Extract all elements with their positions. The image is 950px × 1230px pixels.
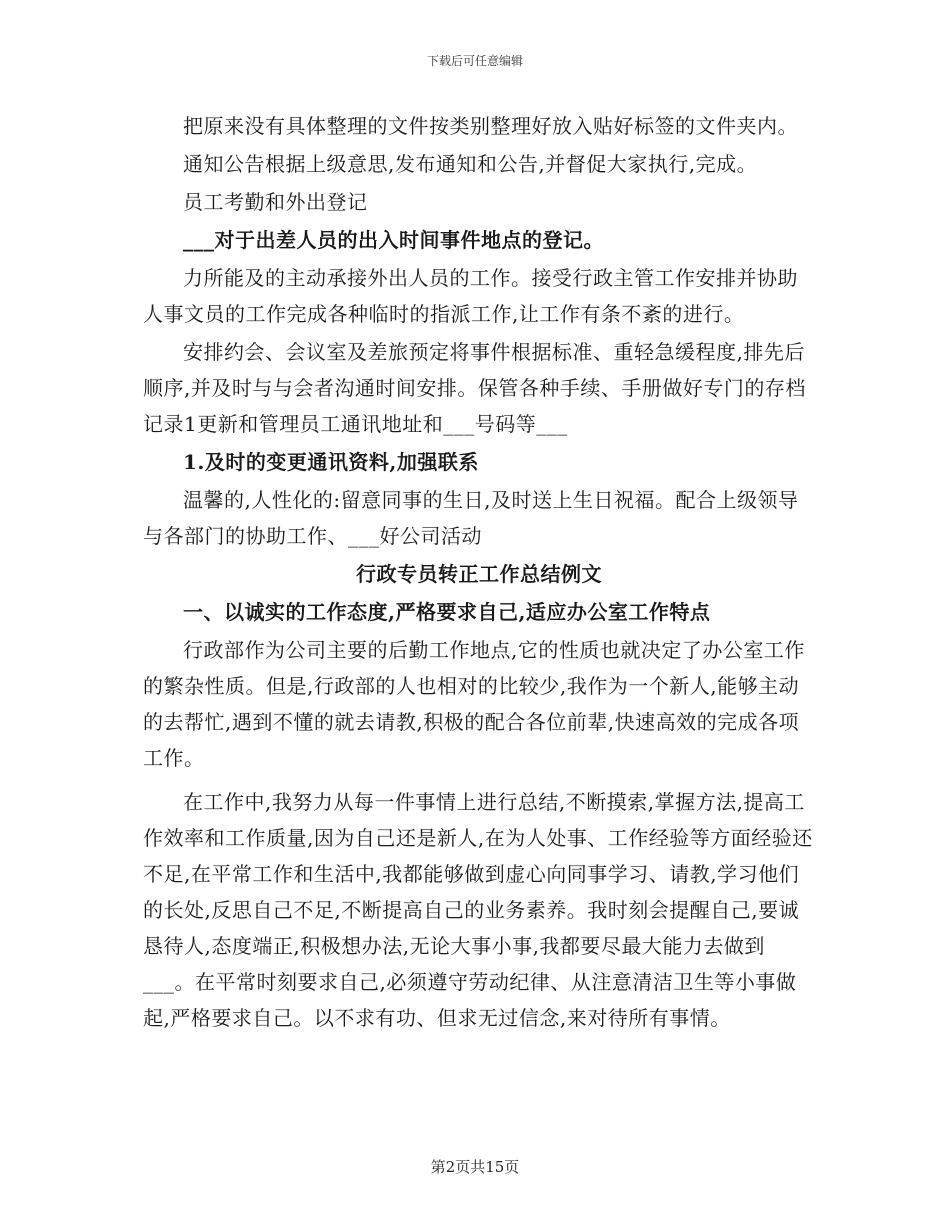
page-header: 下载后可任意编辑 bbox=[426, 54, 523, 68]
paragraph-contact-update: 1.及时的变更通讯资料,加强联系 bbox=[183, 450, 479, 474]
document-body bbox=[143, 108, 815, 1038]
page-footer: 第2页共15页 bbox=[430, 1158, 520, 1176]
paragraph-business-trip: ___对于出差人员的出入时间事件地点的登记。 bbox=[183, 228, 604, 252]
paragraph-notice: 通知公告根据上级意思,发布通知和公告,并督促大家执行,完成。 bbox=[183, 152, 758, 176]
paragraph-attendance: 员工考勤和外出登记 bbox=[183, 190, 368, 214]
paragraph-assist: 力所能及的主动承接外出人员的工作。接受行政主管工作安排并协助人事文员的工作完成各种临时的指派工作,让工作有条不紊的进行。 bbox=[143, 266, 798, 326]
paragraph-admin-dept: 行政部作为公司主要的后勤工作地点,它的性质也就决定了办公室工作的繁杂性质。但是,行政部的人也相对的比较少,我作为一个新人,能够主动的去帮忙,遇到不懂的就去请教,积极的配合各位前辈,快速高效的完成各项工作。 bbox=[143, 638, 805, 770]
paragraph-work-summary: 在工作中,我努力从每一件事情上进行总结,不断摸索,掌握方法,提高工作效率和工作质量,因为自己还是新人,在为人处事、工作经验等方面经验还不足,在平常工作和生活中,我都能够做到虚心向同事学习、请教,学习他们的长处,反思自己不足,不断提高自己的业务素养。我时刻会提醒自己,要诚恳待人,态度端正,积极想办法,无论大事小事,我都要尽最大能力去做到___。在平常时刻要求自己,必须遵守劳动纪律、从注意清洁卫生等小事做起,严格要求自己。以不求有功、但求无过信念,来对待所有事情。 bbox=[143, 790, 813, 1030]
document-title: 行政专员转正工作总结例文 bbox=[356, 562, 602, 586]
paragraph-schedule: 安排约会、会议室及差旅预定将事件根据标准、重轻急缓程度,排先后顺序,并及时与与会者沟通时间安排。保管各种手续、手册做好专门的存档记录1更新和管理员工通讯地址和___号码等___ bbox=[143, 340, 806, 436]
paragraph-file-organizing: 把原来没有具体整理的文件按类别整理好放入贴好标签的文件夹内。 bbox=[183, 114, 798, 138]
section-heading-1: 一、以诚实的工作态度,严格要求自己,适应办公室工作特点 bbox=[183, 600, 711, 624]
paragraph-birthday: 温馨的,人性化的:留意同事的生日,及时送上生日祝福。配合上级领导与各部门的协助工作、___好公司活动 bbox=[143, 488, 799, 548]
